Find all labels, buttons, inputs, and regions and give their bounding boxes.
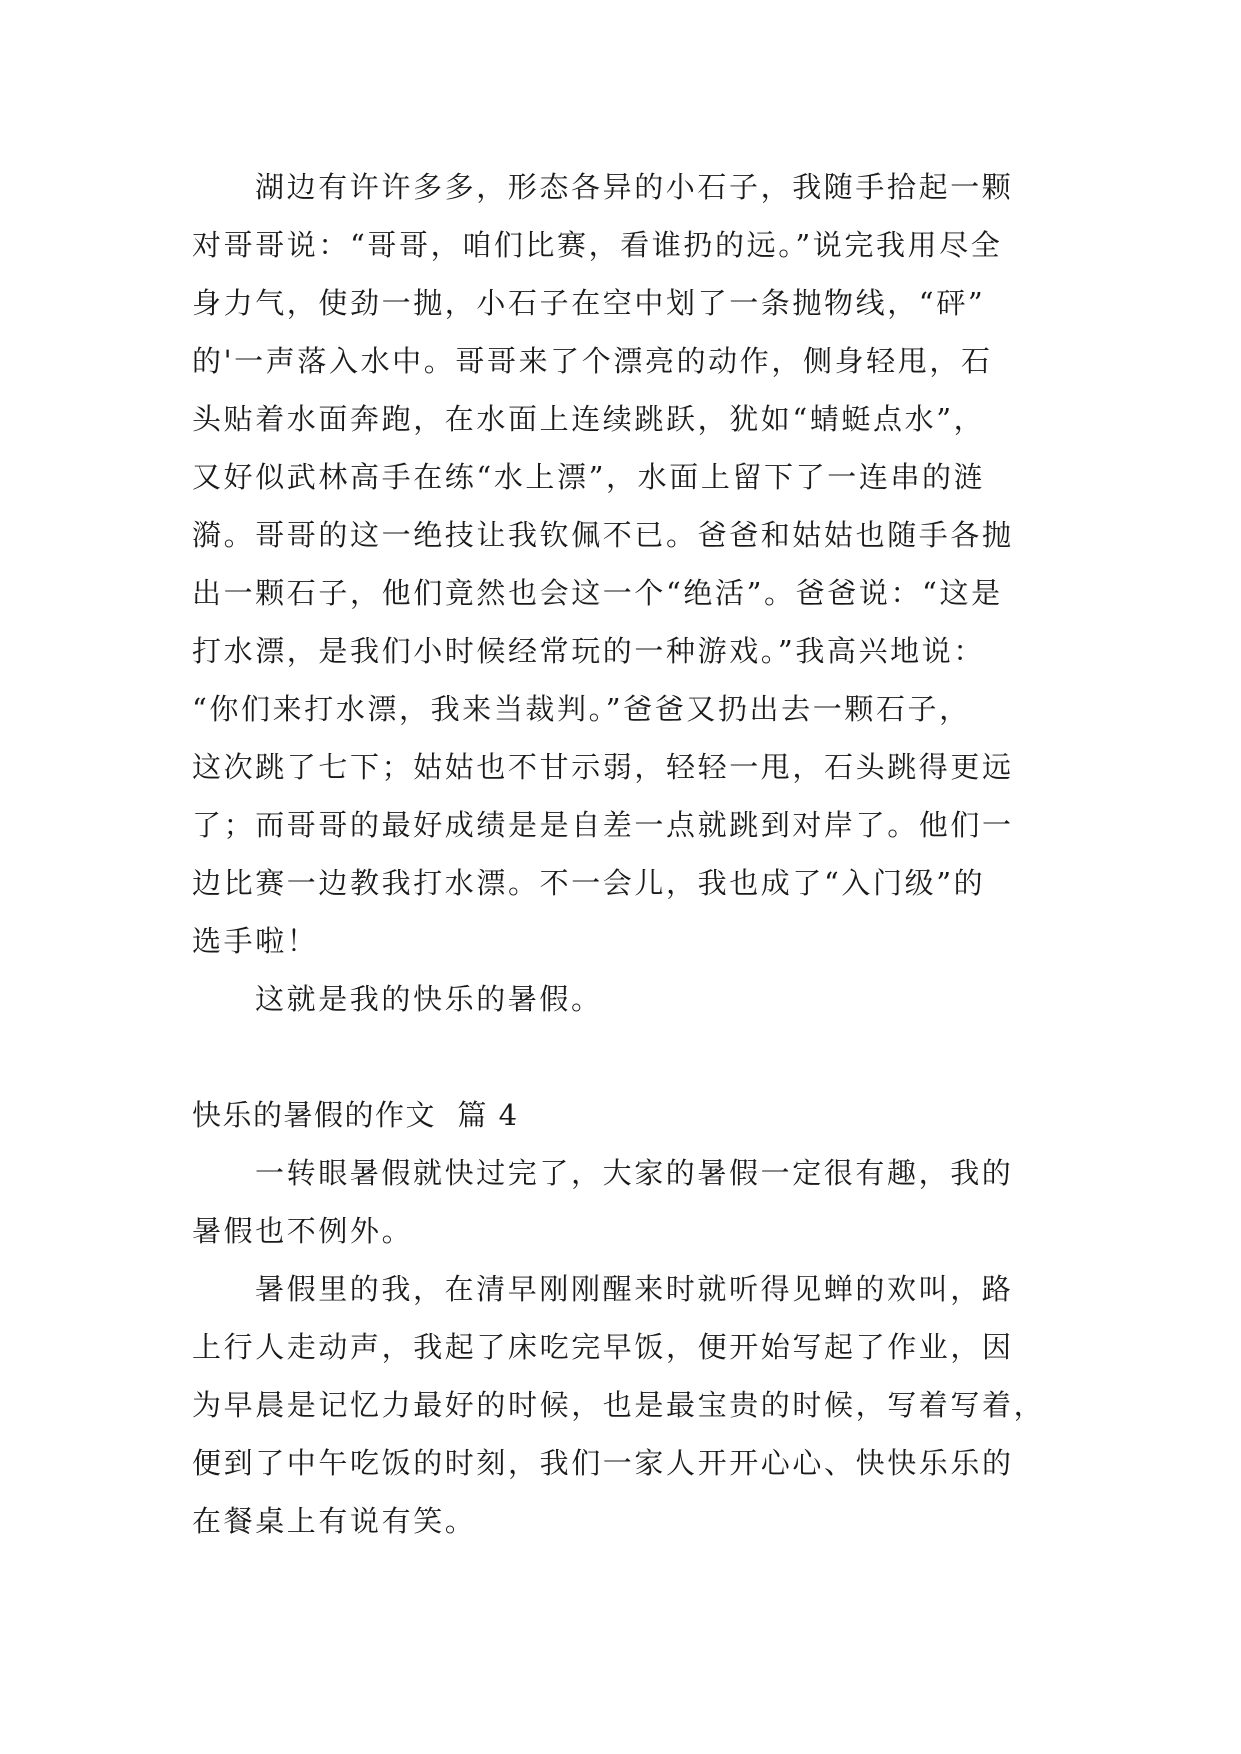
text-line: “你们来打水漂，我来当裁判。”爸爸又扔出去一颗石子，: [192, 692, 971, 726]
text-line: 漪。哥哥的这一绝技让我钦佩不已。爸爸和姑姑也随手各抛: [192, 518, 1014, 552]
section-title: 快乐的暑假的作文 篇 4: [192, 1098, 519, 1132]
text-line: 的'一声落入水中。哥哥来了个漂亮的动作，侧身轻甩，石: [192, 344, 993, 378]
text-line: 打水漂，是我们小时候经常玩的一种游戏。”我高兴地说：: [192, 634, 985, 668]
text-line: 一转眼暑假就快过完了，大家的暑假一定很有趣，我的: [255, 1156, 1014, 1190]
text-line: 又好似武林高手在练“水上漂”，水面上留下了一连串的涟: [192, 460, 986, 494]
paragraph-morning: [192, 1260, 1052, 1550]
text-line: 选手啦！: [192, 924, 319, 958]
text-line: 头贴着水面奔跑，在水面上连续跳跃，犹如“蜻蜓点水”，: [192, 402, 986, 436]
text-line: 这次跳了七下；姑姑也不甘示弱，轻轻一甩，石头跳得更远: [192, 750, 1014, 784]
text-line: 暑假也不例外。: [192, 1214, 414, 1248]
text-line: 边比赛一边教我打水漂。不一会儿，我也成了“入门级”的: [192, 866, 986, 900]
paragraph-stone-skipping: [192, 158, 1052, 970]
text-line: 出一颗石子，他们竟然也会这一个“绝活”。爸爸说：“这是: [192, 576, 1003, 610]
blank-line: [192, 1028, 1052, 1086]
document-body: [192, 158, 1052, 1550]
text-line: 湖边有许许多多，形态各异的小石子，我随手拾起一颗: [255, 170, 1014, 204]
text-line: 在餐桌上有说有笑。: [192, 1504, 477, 1538]
text-line: 为早晨是记忆力最好的时候，也是最宝贵的时候，写着写着，: [192, 1388, 1046, 1422]
text-line: 上行人走动声，我起了床吃完早饭，便开始写起了作业，因: [192, 1330, 1014, 1364]
text-line: 了；而哥哥的最好成绩是是自差一点就跳到对岸了。他们一: [192, 808, 1014, 842]
paragraph-intro: [192, 1144, 1052, 1260]
text-line: 对哥哥说：“哥哥，咱们比赛，看谁扔的远。”说完我用尽全: [192, 228, 1003, 262]
text-line: 身力气，使劲一抛，小石子在空中划了一条抛物线，“砰”: [192, 286, 986, 320]
paragraph-summary: [192, 970, 1052, 1028]
text-line: 暑假里的我，在清早刚刚醒来时就听得见蝉的欢叫，路: [255, 1272, 1014, 1306]
text-line: 这就是我的快乐的暑假。: [255, 982, 603, 1016]
text-line: 便到了中午吃饭的时刻，我们一家人开开心心、快快乐乐的: [192, 1446, 1014, 1480]
